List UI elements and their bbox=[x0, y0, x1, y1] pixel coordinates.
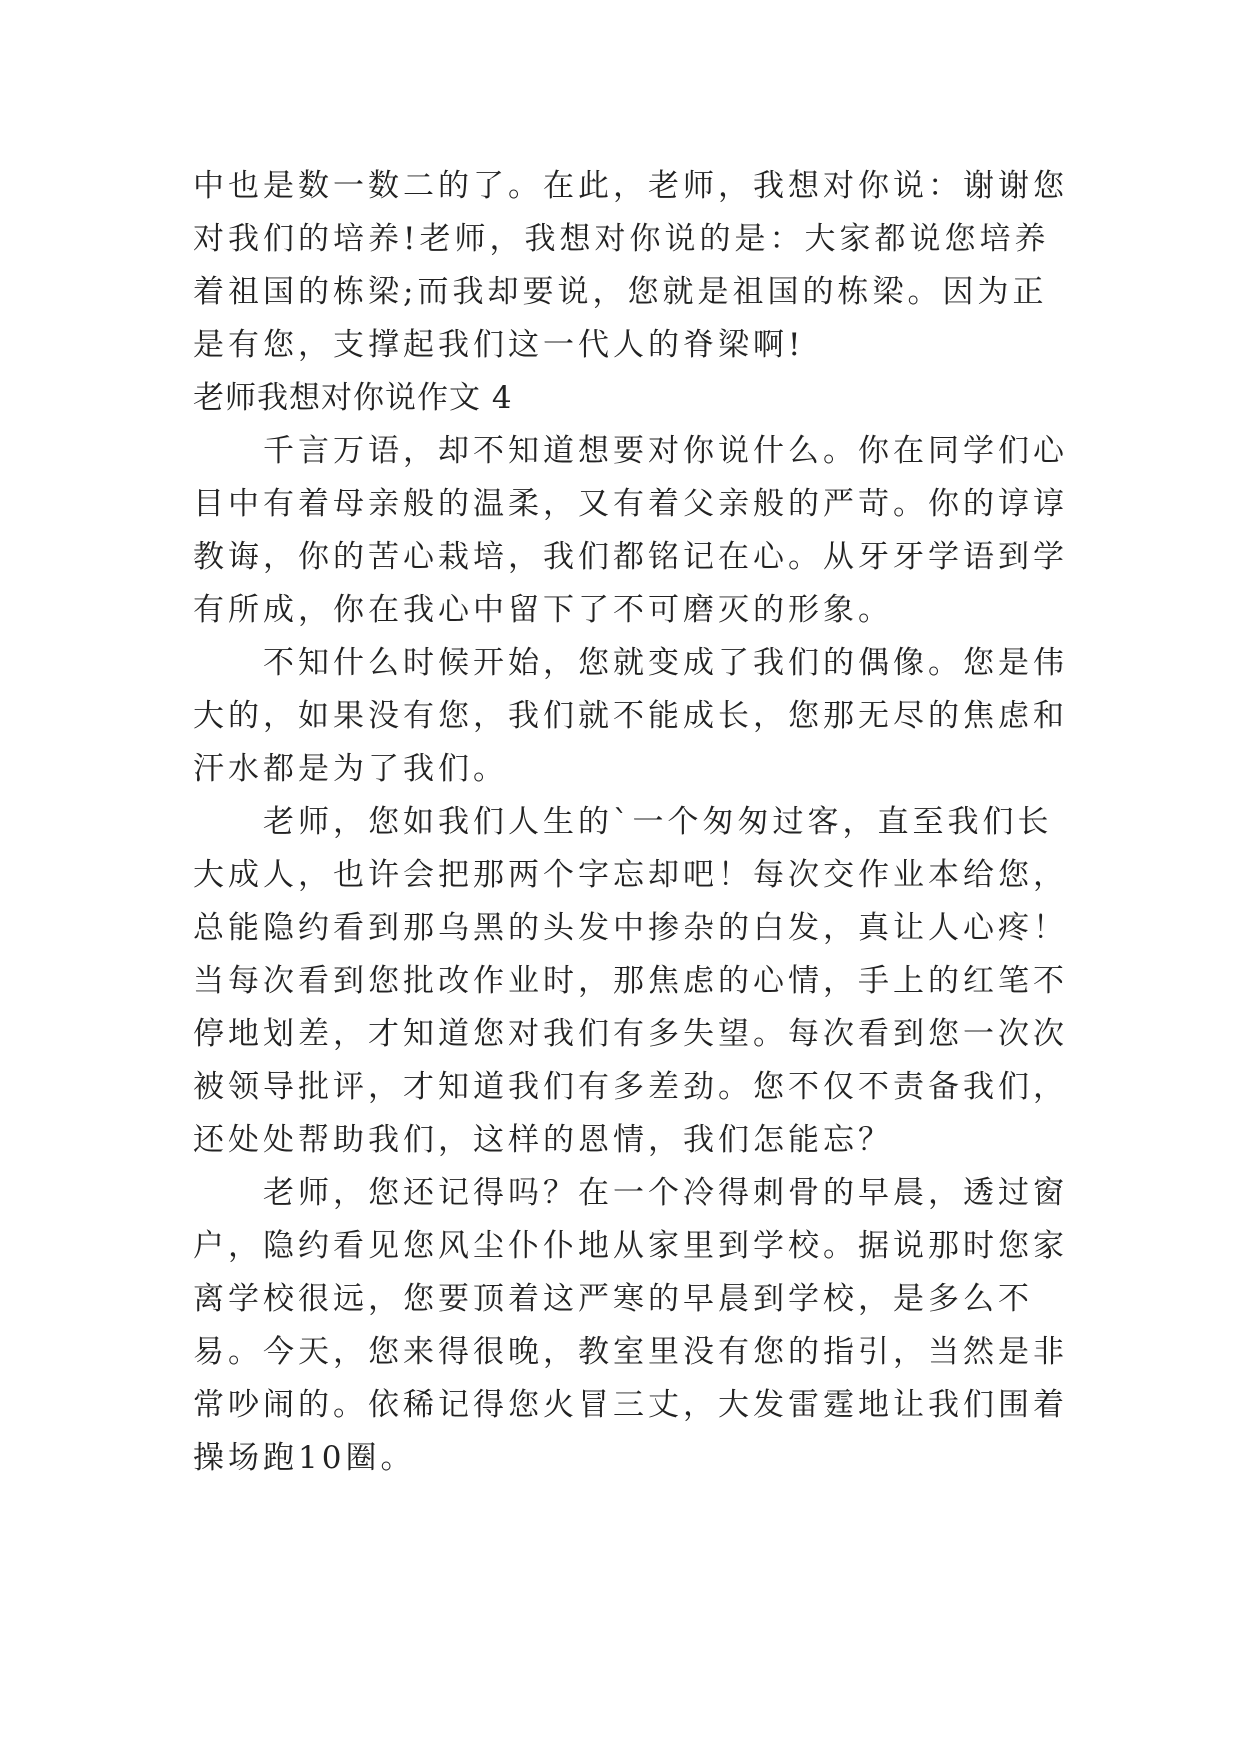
body-paragraph-4: 老师，您还记得吗？在一个冷得刺骨的早晨，透过窗户，隐约看见您风尘仆仆地从家里到学校。据说那时您家离学校很远，您要顶着这严寒的早晨到学校，是多么不易。今天，您来得很晚，教室里没有您的指引，当然是非常吵闹的。依稀记得您火冒三丈，大发雷霆地让我们围着操场跑10圈。 bbox=[193, 1175, 1068, 1476]
body-paragraph-3: 老师，您如我们人生的`一个匆匆过客，直至我们长大成人，也许会把那两个字忘却吧！每次交作业本给您，总能隐约看到那乌黑的头发中掺杂的白发，真让人心疼！当每次看到您批改作业时，那焦虑的心情，手上的红笔不停地划差，才知道您对我们有多失望。每次看到您一次次被领导批评，才知道我们有多差劲。您不仅不责备我们，还处处帮助我们，这样的恩情，我们怎能忘？ bbox=[193, 804, 1068, 1158]
body-paragraph-2: 不知什么时候开始，您就变成了我们的偶像。您是伟大的，如果没有您，我们就不能成长，您那无尽的焦虑和汗水都是为了我们。 bbox=[193, 645, 1068, 787]
essay-heading: 老师我想对你说作文 4 bbox=[193, 380, 513, 416]
continuation-paragraph: 中也是数一数二的了。在此，老师，我想对你说：谢谢您对我们的培养!老师，我想对你说的是：大家都说您培养着祖国的栋梁;而我却要说，您就是祖国的栋梁。因为正是有您，支撑起我们这一代人的脊梁啊! bbox=[193, 168, 1068, 363]
document-body bbox=[193, 160, 1073, 1485]
body-paragraph-1: 千言万语，却不知道想要对你说什么。你在同学们心目中有着母亲般的温柔，又有着父亲般的严苛。你的谆谆教诲，你的苦心栽培，我们都铭记在心。从牙牙学语到学有所成，你在我心中留下了不可磨灭的形象。 bbox=[193, 433, 1068, 628]
